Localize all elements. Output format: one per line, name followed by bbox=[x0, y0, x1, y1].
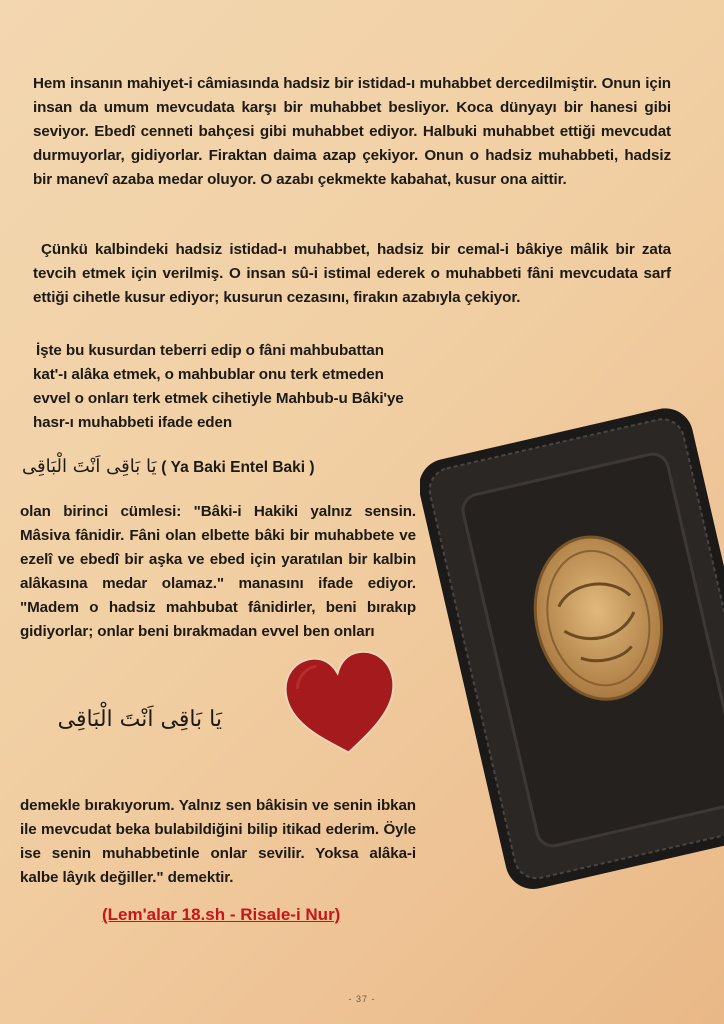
source-citation: (Lem'alar 18.sh - Risale-i Nur) bbox=[102, 905, 341, 924]
quran-book-icon bbox=[420, 405, 724, 905]
paragraph-meaning: olan birinci cümlesi: "Bâki-i Hakiki yalnız sensin. Mâsiva fânidir. Fâni olan elbette bâki bir muhabbete ve ezelî ve ebedî bir aşka ve ebed için yaratılan bir kalbin alâkasına medar olamaz." manasını ifade ediyor. "Madem o hadsiz mahbubat fânidirler, beni bırakıp gidiyorlar; onlar beni bırakmadan evvel ben onları bbox=[20, 503, 416, 640]
paragraph-renunciation: İşte bu kusurdan teberri edip o fâni mahbubattan kat'-ı alâka etmek, o mahbublar onu terk etmeden evvel o onları terk etmek cihetiyle Mahbub-u Bâki'ye hasr-ı muhabbeti ifade eden bbox=[33, 342, 404, 431]
paragraph-intro: Hem insanın mahiyet-i câmiasında hadsiz bir istidad-ı muhabbet dercedilmiştir. Onun için insan da umum mevcudata karşı bir muhabbet besliyor. Koca dünyayı bir hanesi gibi seviyor. Ebedî cenneti bahçesi gibi muhabbet ediyor. Halbuki muhabbet ettiği mevcudat durmuyorlar, gidiyorlar. Firaktan daima azap çekiyor. Onun o hadsiz muhabbeti, hadsiz bir manevî azaba medar oluyor. O azabı çekmekte kabahat, kusur ona aittir. bbox=[33, 75, 671, 188]
arabic-phrase: يَا بَاقِى اَنْتَ الْبَاقِى bbox=[22, 456, 157, 477]
phrase-line bbox=[22, 452, 382, 482]
heart-icon bbox=[280, 645, 405, 765]
arabic-phrase-repeat: يَا بَاقِى اَنْتَ الْبَاقِى bbox=[57, 707, 222, 732]
page-number: - 37 - bbox=[348, 994, 376, 1004]
latin-transliteration: ( Ya Baki Entel Baki ) bbox=[161, 459, 315, 476]
paragraph-reason: Çünkü kalbindeki hadsiz istidad-ı muhabbet, hadsiz bir cemal-i bâkiye mâlik bir zata tevcih etmek için verilmiş. O insan sû-i istimal ederek o muhabbeti fâni mevcudata sarf ettiği cihetle kusur ediyor; kusurun cezasını, firakın azabıyla çekiyor. bbox=[33, 241, 671, 306]
paragraph-conclusion: demekle bırakıyorum. Yalnız sen bâkisin ve senin ibkan ile mevcudat beka bulabildiğini bilip itikad ederim. Öyle ise senin muhabbetinle onlar sevilir. Yoksa alâka-i kalbe lâyık değiller." demektir. bbox=[20, 797, 416, 886]
